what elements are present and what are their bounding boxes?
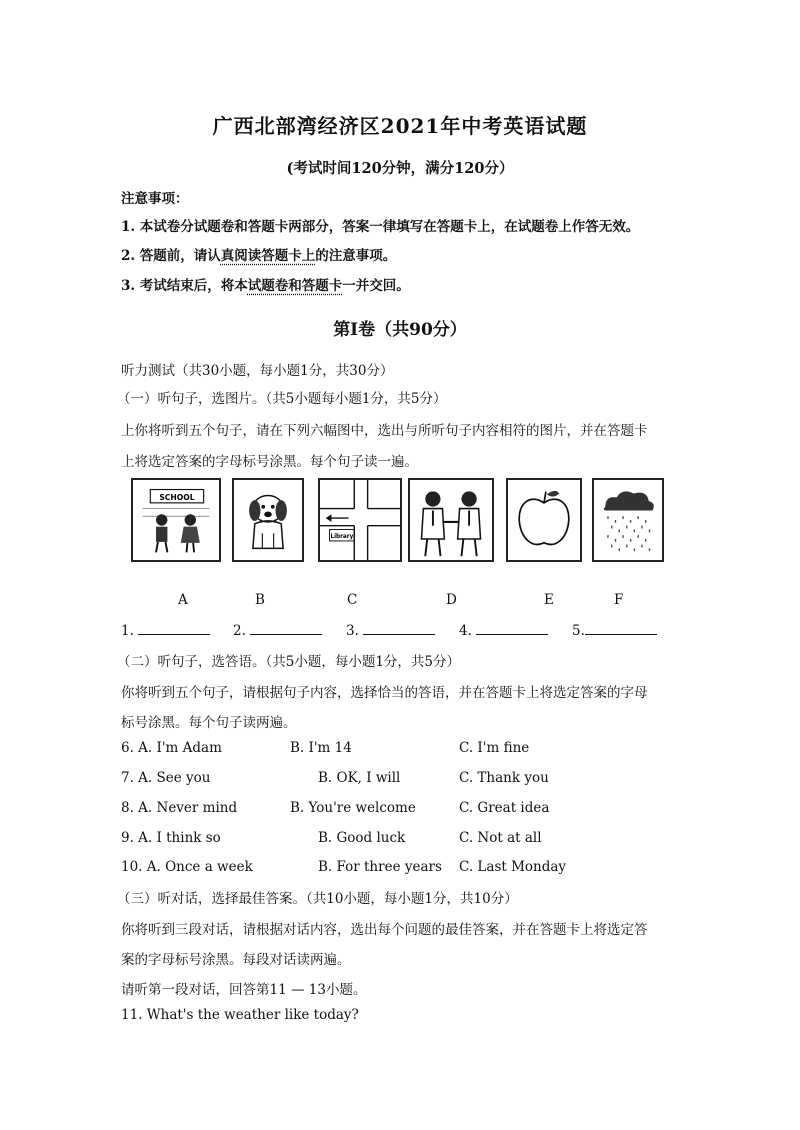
picture-c-library-map (318, 478, 402, 562)
notice-item-2 (121, 244, 396, 264)
question-9-option-a: 9. A. I think so (121, 830, 221, 846)
question-11: 11. What's the weather like today? (121, 1007, 359, 1023)
question-9-option-c: C. Not at all (459, 830, 542, 846)
part2-instruction-2: 标号涂黑。每个句子读两遍。 (121, 715, 297, 731)
part2-header: （二）听句子，选答语。（共5小题，每小题1分，共5分） (117, 654, 461, 670)
notice-item-2-post: 的注意事项。 (315, 248, 397, 264)
part1-instruction-2: 上将选定答案的字母标号涂黑。每个句子读一遍。 (121, 454, 418, 470)
dialog-1-intro: 请听第一段对话，回答第11 — 13小题。 (121, 982, 367, 998)
library-sign: Library (330, 534, 354, 541)
picture-letter-e: E (544, 592, 554, 608)
question-8-option-a: 8. A. Never mind (121, 800, 238, 816)
blank-number: 4. (459, 623, 472, 639)
question-8-option-b: B. You're welcome (290, 800, 416, 816)
notice-item-2-dotted: 真阅读答题卡上 (220, 248, 316, 264)
picture-letter-b: B (255, 592, 265, 608)
picture-letter-f: F (614, 592, 624, 608)
question-6-option-b: B. I'm 14 (290, 740, 352, 756)
notice-item-3-post: 一并交回。 (342, 278, 410, 294)
notice-item-3-pre: 3. 考试结束后，将本 (121, 278, 248, 294)
question-10-option-b: B. For three years (318, 859, 442, 875)
school-sign: SCHOOL (159, 493, 195, 502)
question-7-option-b: B. OK, I will (318, 770, 401, 786)
question-10-option-a: 10. A. Once a week (121, 859, 253, 875)
part3-instruction-2: 案的字母标号涂黑。每段对话读两遍。 (121, 952, 351, 968)
question-9-option-b: B. Good luck (318, 830, 406, 846)
part3-instruction-1: 你将听到三段对话，请根据对话内容，选出每个问题的最佳答案，并在答题卡上将选定答 (121, 922, 648, 938)
question-7-option-c: C. Thank you (459, 770, 549, 786)
answer-blank-5[interactable] (572, 622, 657, 639)
question-8-option-c: C. Great idea (459, 800, 550, 816)
question-6-option-c: C. I'm fine (459, 740, 530, 756)
picture-a-school-kids (131, 478, 221, 562)
blank-number: 3. (346, 623, 359, 639)
question-7-option-a: 7. A. See you (121, 770, 211, 786)
answer-blank-2[interactable] (233, 622, 322, 639)
blank-number: 2. (233, 623, 246, 639)
listening-heading: 听力测试（共30小题，每小题1分，共30分） (121, 363, 394, 379)
blank-number: 5. (572, 623, 585, 639)
picture-e-apple (506, 478, 582, 562)
section-title: 第Ⅰ卷（共90分） (333, 320, 467, 340)
answer-blank-3[interactable] (346, 622, 435, 639)
answer-blank-1[interactable] (121, 622, 210, 639)
picture-letter-c: C (347, 592, 358, 608)
blank-number: 1. (121, 623, 134, 639)
picture-f-rain-cloud (592, 478, 664, 562)
notice-heading: 注意事项： (121, 191, 189, 207)
part3-header: （三）听对话，选择最佳答案。（共10小题，每小题1分，共10分） (117, 891, 518, 907)
picture-b-dog (232, 478, 304, 562)
picture-letter-d: D (446, 592, 457, 608)
notice-item-3-dotted: 试题卷和答题卡 (247, 278, 343, 294)
notice-item-1: 1. 本试卷分试题卷和答题卡两部分，答案一律填写在答题卡上，在试题卷上作答无效。 (121, 219, 640, 235)
part2-instruction-1: 你将听到五个句子，请根据句子内容，选择恰当的答语，并在答题卡上将选定答案的字母 (121, 685, 648, 701)
answer-blank-4[interactable] (459, 622, 548, 639)
exam-info: (考试时间120分钟，满分120分） (286, 160, 514, 177)
picture-letter-a: A (178, 592, 188, 608)
part1-instruction-1: 上你将听到五个句子，请在下列六幅图中，选出与所听句子内容相符的图片，并在答题卡 (121, 423, 648, 439)
question-6-option-a: 6. A. I'm Adam (121, 740, 222, 756)
question-10-option-c: C. Last Monday (459, 859, 567, 875)
page-title: 广西北部湾经济区2021年中考英语试题 (212, 114, 588, 138)
notice-item-3 (121, 274, 410, 294)
part1-header: （一）听句子，选图片。（共5小题每小题1分，共5分） (117, 391, 447, 407)
picture-d-handshake (408, 478, 494, 562)
notice-item-2-pre: 2. 答题前，请认 (121, 248, 221, 264)
